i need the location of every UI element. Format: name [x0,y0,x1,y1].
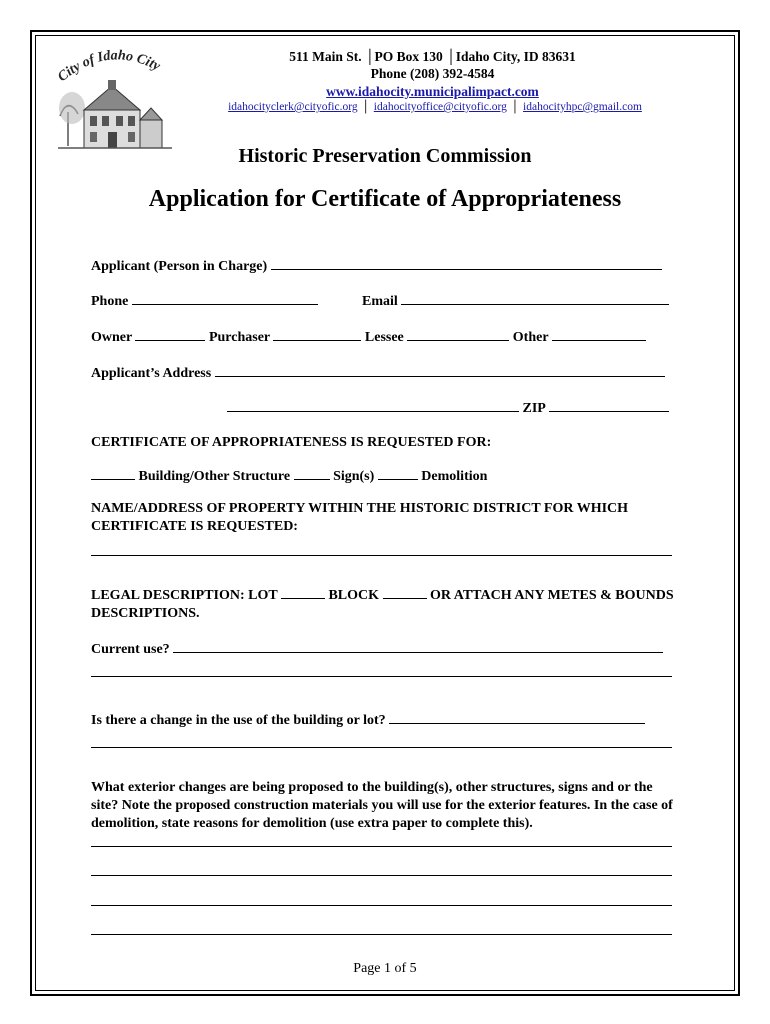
zip-label: ZIP [522,401,546,416]
applicant-row [91,257,662,275]
address-line-2-field[interactable] [227,399,519,412]
website-link[interactable]: www.idahocity.municipalimpact.com [326,84,539,99]
commission-title: Historic Preservation Commission [238,145,532,167]
owner-label: Owner [91,330,132,345]
email-link-office[interactable]: idahocityoffice@cityofic.org [373,101,507,113]
website-line [160,83,705,100]
change-use-field-2[interactable] [91,747,672,748]
signs-label: Sign(s) [333,469,375,484]
legal-rest-label: OR ATTACH ANY METES & BOUNDS DESCRIPTIONS. [91,588,674,621]
application-title: Application for Certificate of Appropriateness [148,186,622,212]
email-link-clerk[interactable]: idahocityclerk@cityofic.org [228,101,358,113]
certificate-heading: CERTIFICATE OF APPROPRIATENESS IS REQUESTED FOR: [91,435,492,450]
change-use-label: Is there a change in the use of the building or lot? [91,713,386,728]
purchaser-label: Purchaser [208,330,270,345]
address-line: 511 Main St. │PO Box 130 │Idaho City, ID 83631 [289,49,576,64]
address-field[interactable] [215,364,665,377]
current-use-row [91,640,663,658]
exterior-field-2[interactable] [91,875,672,876]
svg-text:City of Idaho City: City of Idaho City [55,48,163,85]
current-use-field[interactable] [173,640,663,653]
email-label: Email [362,294,398,309]
other-field[interactable] [552,328,646,341]
certificate-type-row [91,467,487,485]
building-field[interactable] [91,467,135,480]
building-label: Building/Other Structure [138,469,291,484]
owner-field[interactable] [135,328,205,341]
lot-field[interactable] [281,586,325,599]
block-field[interactable] [383,586,427,599]
lessee-field[interactable] [407,328,509,341]
legal-description [91,586,681,623]
email-row [362,292,669,310]
demolition-label: Demolition [421,469,488,484]
applicant-label: Applicant (Person in Charge) [91,259,268,274]
address-label: Applicant’s Address [91,366,212,381]
change-use-row [91,711,645,729]
signs-field[interactable] [294,467,330,480]
exterior-field-3[interactable] [91,905,672,906]
exterior-field-1[interactable] [91,846,672,847]
property-field[interactable] [91,555,672,556]
current-use-label: Current use? [91,642,170,657]
demolition-field[interactable] [378,467,418,480]
relationship-row [91,328,646,346]
property-heading: NAME/ADDRESS OF PROPERTY WITHIN THE HISTORIC DISTRICT FOR WHICH CERTIFICATE IS REQUESTED: [91,501,629,534]
legal-lot-label: LEGAL DESCRIPTION: LOT [91,588,278,603]
exterior-question: What exterior changes are being proposed to the building(s), other structures, signs and or the site? Note the proposed construction materials you will use for the exterior features. In the case of demolition, state reasons for demolition (use extra paper to complete this). [91,780,673,831]
applicant-field[interactable] [271,257,662,270]
email-link-hpc[interactable]: idahocityhpc@gmail.com [523,101,642,113]
phone-row [91,292,318,310]
legal-block-label: BLOCK [328,588,380,603]
lessee-label: Lessee [364,330,404,345]
exterior-field-4[interactable] [91,934,672,935]
phone-field[interactable] [132,292,318,305]
email-links: idahocityclerk@cityofic.org │ idahocityoffice@cityofic.org │ idahocityhpc@gmail.com [228,101,642,113]
other-label: Other [512,330,549,345]
email-field[interactable] [401,292,669,305]
phone-line: Phone (208) 392-4584 [370,66,495,81]
purchaser-field[interactable] [273,328,361,341]
change-use-field[interactable] [389,711,645,724]
zip-row [227,399,669,417]
page-number: Page 1 of 5 [353,961,417,976]
current-use-field-2[interactable] [91,676,672,677]
zip-field[interactable] [549,399,669,412]
address-row [91,364,665,382]
phone-label: Phone [91,294,129,309]
